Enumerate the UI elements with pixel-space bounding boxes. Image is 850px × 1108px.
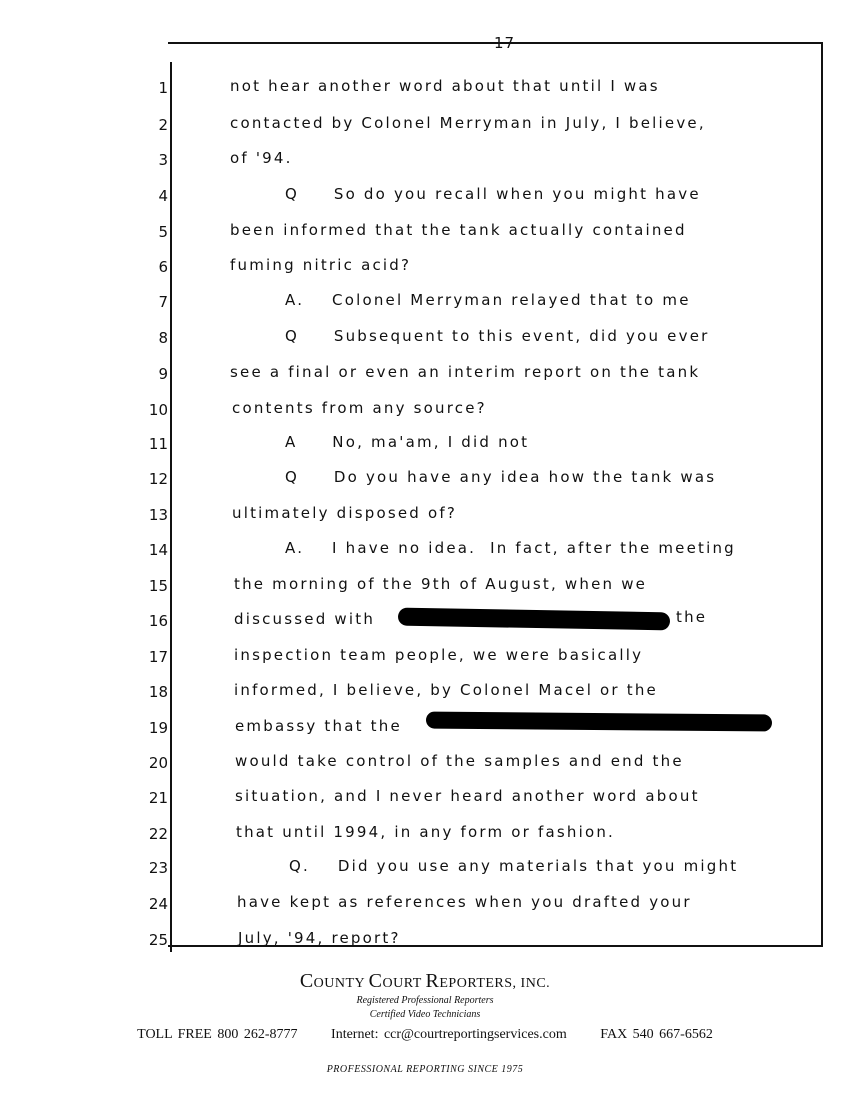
transcript-line: contacted by Colonel Merryman in July, I believe, (230, 114, 706, 132)
line-number: 11 (148, 435, 168, 453)
transcript-line: A. I have no idea. In fact, after the meeting (285, 539, 736, 557)
transcript-line: Q Subsequent to this event, did you ever (285, 327, 710, 345)
transcript-line: fuming nitric acid? (230, 256, 412, 274)
line-number: 4 (158, 187, 168, 205)
line-number: 1 (158, 79, 168, 97)
transcript-line: been informed that the tank actually contained (230, 221, 687, 239)
line-number: 14 (148, 541, 168, 559)
firm-name: COUNTY COURT REPORTERS, INC. (299, 970, 551, 992)
fax-number: FAX 540 667-6562 (600, 1027, 713, 1042)
line-number: 17 (148, 648, 168, 666)
line-number: 15 (148, 577, 168, 595)
transcript-line: ultimately disposed of? (232, 504, 458, 522)
line16-tail: the (676, 608, 708, 626)
line-number: 25 (148, 931, 168, 949)
transcript-line: A No, ma'am, I did not (285, 433, 530, 451)
page-number: 17 (494, 34, 516, 52)
line-number: 16 (148, 612, 168, 630)
line-number: 21 (148, 789, 168, 807)
internet-email: Internet: ccr@courtreportingservices.com (331, 1027, 567, 1042)
transcript-line: have kept as references when you drafted your (237, 893, 692, 911)
transcript-line: discussed with (234, 610, 376, 628)
transcript-line: Q Do you have any idea how the tank was (285, 468, 717, 486)
transcript-line: embassy that the (235, 717, 402, 735)
line-number: 22 (148, 825, 168, 843)
line-number: 8 (158, 329, 168, 347)
firm-contact-line (0, 1027, 850, 1043)
transcript-line: July, '94, report? (238, 929, 401, 947)
transcript-line: Q So do you recall when you might have (285, 185, 701, 203)
professional-since: PROFESSIONAL REPORTING SINCE 1975 (326, 1064, 524, 1075)
transcript-line: informed, I believe, by Colonel Macel or the (234, 681, 658, 699)
line-number: 2 (158, 116, 168, 134)
line-number: 18 (148, 683, 168, 701)
redaction-bar (426, 711, 772, 731)
line-number: 20 (148, 754, 168, 772)
line-number: 7 (158, 293, 168, 311)
line-number: 9 (158, 365, 168, 383)
transcript-frame (168, 42, 823, 947)
line-number: 23 (148, 859, 168, 877)
transcript-line: see a final or even an interim report on the tank (230, 363, 701, 381)
firm-tagline-video: Certified Video Technicians (369, 1009, 481, 1020)
transcript-line: Q. Did you use any materials that you might (289, 857, 739, 875)
transcript-line: of '94. (230, 149, 293, 167)
line-number: 24 (148, 895, 168, 913)
transcript-line: situation, and I never heard another word about (235, 787, 700, 805)
line-number: 6 (158, 258, 168, 276)
line-number-rule (170, 62, 172, 952)
transcript-line: inspection team people, we were basically (234, 646, 644, 664)
line-number: 19 (148, 719, 168, 737)
line-number: 5 (158, 223, 168, 241)
line-number: 13 (148, 506, 168, 524)
line-number: 10 (148, 401, 168, 419)
transcript-line: contents from any source? (232, 399, 487, 417)
line-number: 3 (158, 151, 168, 169)
transcript-line: not hear another word about that until I was (230, 77, 660, 95)
transcript-line: the morning of the 9th of August, when we (234, 575, 648, 593)
line-number: 12 (148, 470, 168, 488)
transcript-line: A. Colonel Merryman relayed that to me (285, 291, 691, 309)
transcript-line: that until 1994, in any form or fashion. (236, 823, 615, 841)
transcript-line: would take control of the samples and end the (235, 752, 684, 770)
firm-tagline-reporters: Registered Professional Reporters (356, 995, 494, 1006)
toll-free-number: TOLL FREE 800 262-8777 (137, 1027, 298, 1042)
